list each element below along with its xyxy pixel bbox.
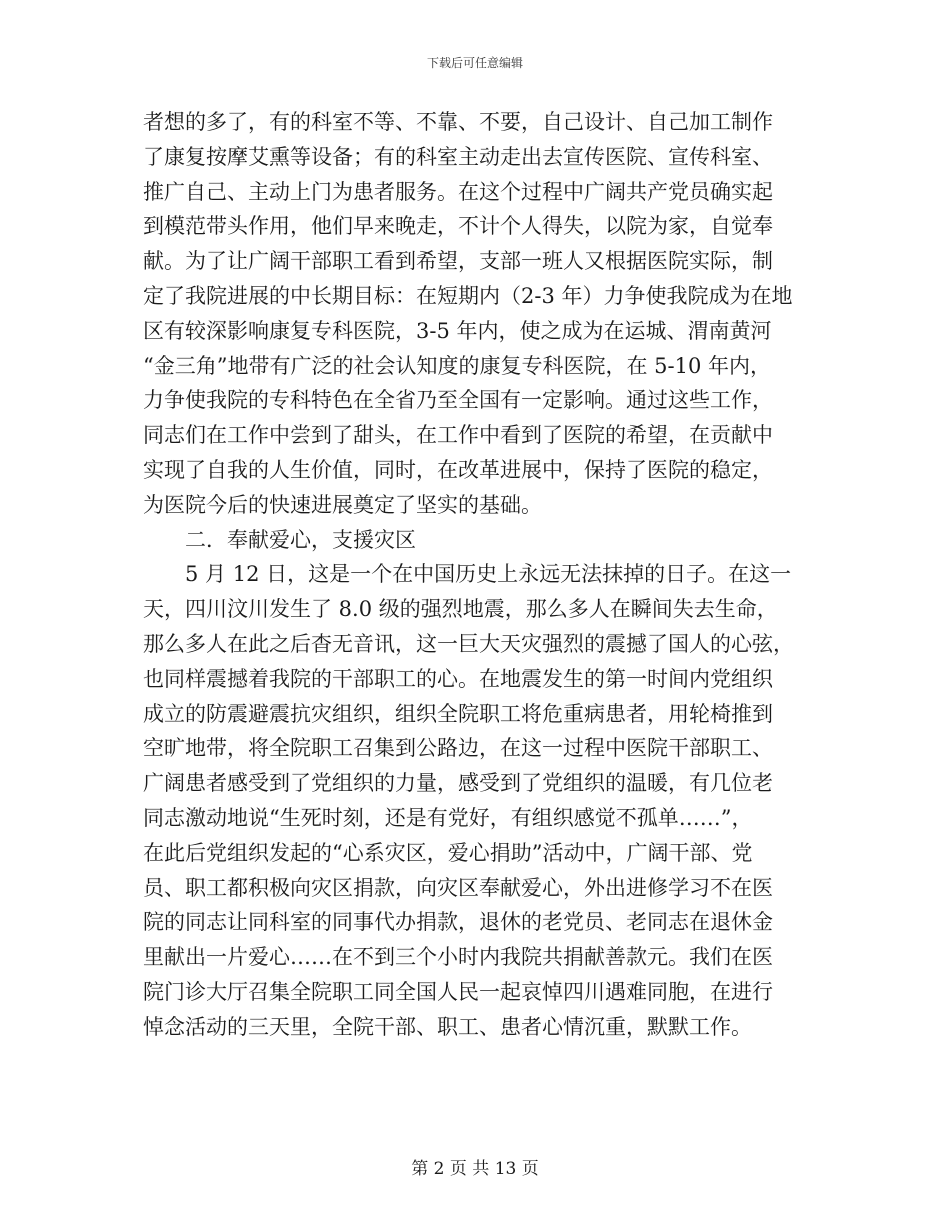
- text-line: 院的同志让同科室的同事代办捐款，退休的老党员、老同志在退休金: [143, 910, 773, 935]
- text-line: 也同样震撼着我院的干部职工的心。在地震发生的第一时间内党组织: [143, 666, 773, 691]
- text-line: 在此后党组织发起的“心系灾区，爱心捐助”活动中，广阔干部、党: [143, 840, 753, 865]
- text-line: 同志激动地说“生死时刻，还是有党好，有组织感觉不孤单……”，: [143, 805, 753, 830]
- section-heading: 二．奉献爱心，支援灾区: [185, 527, 416, 552]
- document-body: [143, 105, 813, 1045]
- text-line: 到模范带头作用，他们早来晚走，不计个人得失，以院为家，自觉奉: [143, 214, 773, 239]
- text-line: 同志们在工作中尝到了甜头，在工作中看到了医院的希望，在贡献中: [143, 423, 773, 448]
- text-line: 为医院今后的快速进展奠定了坚实的基础。: [143, 492, 542, 517]
- text-line: 推广自己、主动上门为患者服务。在这个过程中广阔共产党员确实起: [143, 179, 773, 204]
- text-line: 成立的防震避震抗灾组织，组织全院职工将危重病患者，用轮椅推到: [143, 701, 773, 726]
- text-line: 献。为了让广阔干部职工看到希望，支部一班人又根据医院实际，制: [143, 249, 773, 274]
- page-header: 下载后可任意编辑: [426, 56, 523, 70]
- text-line: 里献出一片爱心……在不到三个小时内我院共捐献善款元。我们在医: [143, 945, 773, 970]
- text-line: 广阔患者感受到了党组织的力量，感受到了党组织的温暖，有几位老: [143, 771, 773, 796]
- text-line: “金三角”地带有广泛的社会认知度的康复专科医院，在 5-10 年内，: [143, 353, 771, 378]
- text-line: 员、职工都积极向灾区捐款，向灾区奉献爱心，外出进修学习不在医: [143, 875, 773, 900]
- text-line: 区有较深影响康复专科医院，3-5 年内，使之成为在运城、渭南黄河: [143, 318, 772, 343]
- paragraph-first-line: 5 月 12 日，这是一个在中国历史上永远无法抹掉的日子。在这一: [185, 562, 792, 587]
- text-line: 天，四川汶川发生了 8.0 级的强烈地震，那么多人在瞬间失去生命，: [143, 597, 778, 622]
- text-line: 悼念活动的三天里，全院干部、职工、患者心情沉重，默默工作。: [143, 1014, 752, 1039]
- text-line: 者想的多了，有的科室不等、不靠、不要，自己设计、自己加工制作: [143, 110, 773, 134]
- text-line: 实现了自我的人生价值，同时，在改革进展中，保持了医院的稳定，: [143, 457, 773, 482]
- text-line: 力争使我院的专科特色在全省乃至全国有一定影响。通过这些工作，: [143, 388, 773, 413]
- page-footer: 第 2 页 共 13 页: [411, 1159, 539, 1179]
- text-line: 院门诊大厅召集全院职工同全国人民一起哀悼四川遇难同胞，在进行: [143, 979, 773, 1004]
- text-line: 空旷地带，将全院职工召集到公路边，在这一过程中医院干部职工、: [143, 736, 773, 761]
- text-line: 那么多人在此之后杳无音讯，这一巨大天灾强烈的震撼了国人的心弦，: [143, 631, 794, 656]
- text-line: 定了我院进展的中长期目标：在短期内（2-3 年）力争使我院成为在地: [143, 283, 793, 308]
- text-line: 了康复按摩艾熏等设备；有的科室主动走出去宣传医院、宣传科室、: [143, 144, 773, 169]
